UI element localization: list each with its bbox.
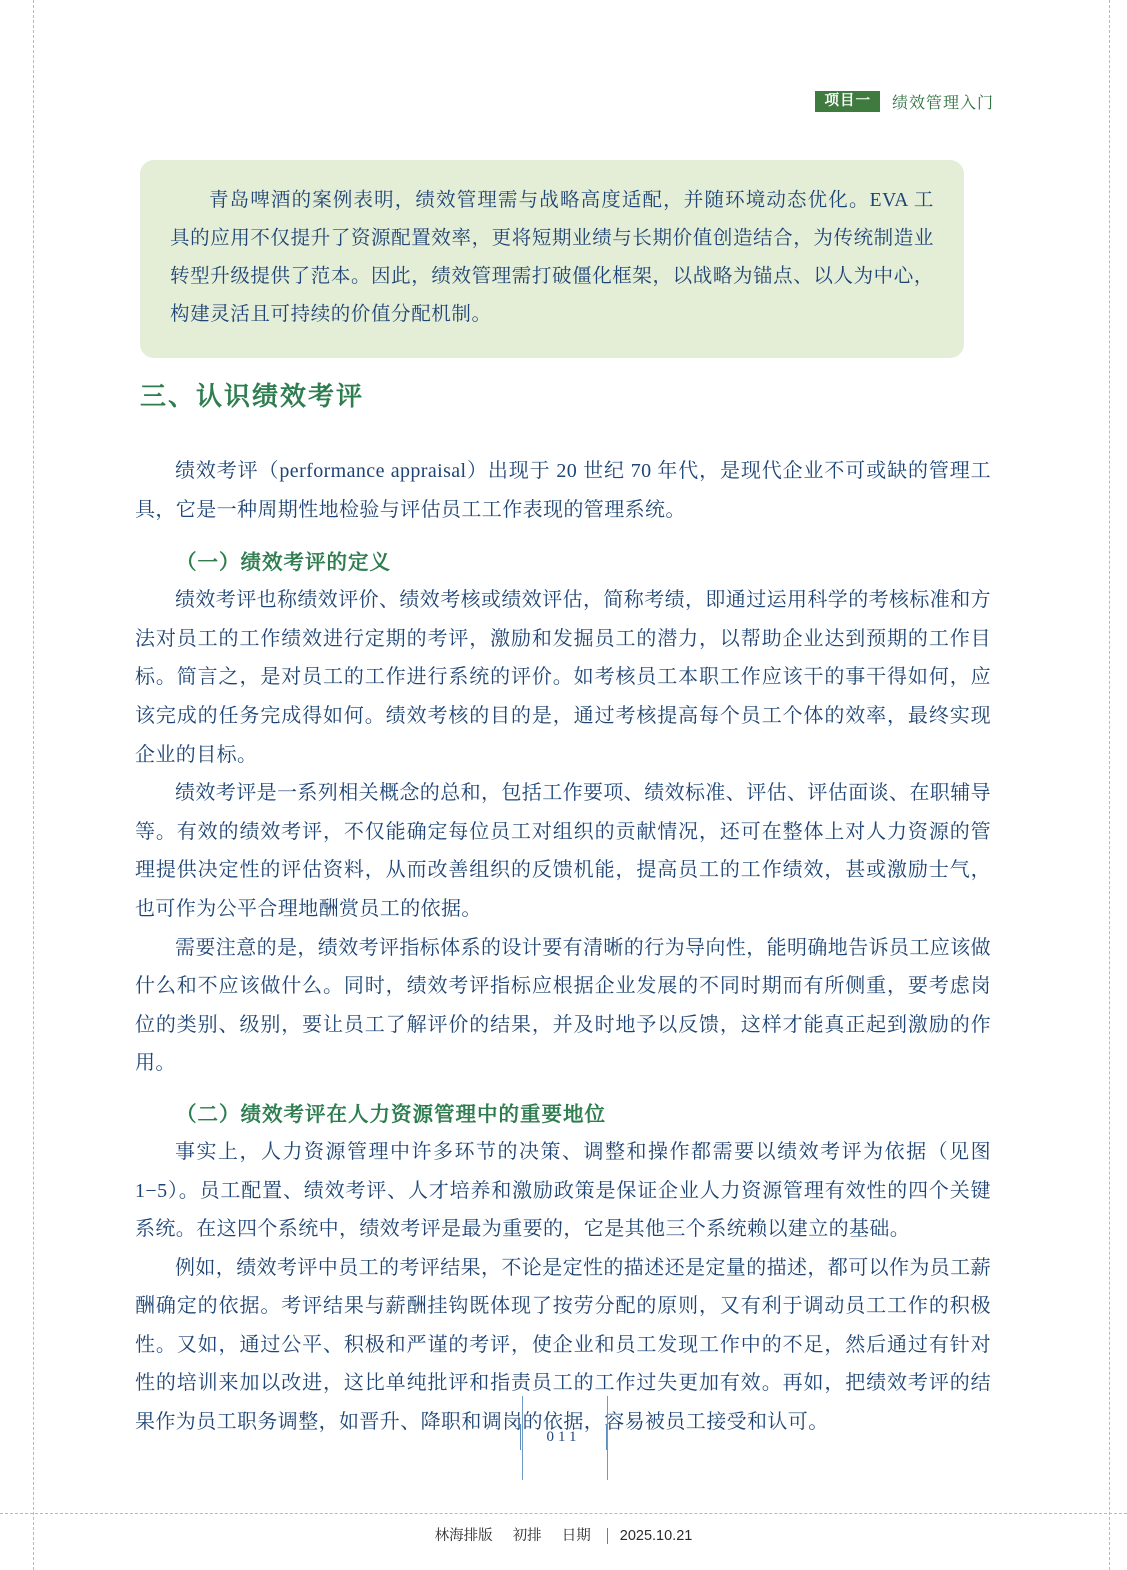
paragraph: 绩效考评也称绩效评价、绩效考核或绩效评估，简称考绩，即通过运用科学的考核标准和方法对员工的工作绩效进行定期的考评，激励和发掘员工的潜力，以帮助企业达到预期的工作目标。简言之，是对员工的工作进行系统的评价。如考核员工本职工作应该干的事干得如何，应该完成的任务完成得如何。绩效考核的目的是，通过考核提高每个员工个体的效率，最终实现企业的目标。 — [135, 589, 991, 766]
page-number: 011 — [520, 1424, 608, 1450]
section-heading: 三、认识绩效考评 — [140, 381, 365, 411]
body-column — [135, 452, 991, 1442]
trim-guide-left — [33, 0, 34, 1570]
paragraph: 事实上，人力资源管理中许多环节的决策、调整和操作都需要以绩效考评为依据（见图 1−5）。员工配置、绩效考评、人才培养和激励政策是保证企业人力资源管理有效性的四个关键系统。在这四个系统中，绩效考评是最为重要的，它是其他三个系统赖以建立的基础。 — [135, 1140, 991, 1241]
running-head-badge: 项目一 — [815, 91, 880, 113]
subsection-heading-2: （二）绩效考评在人力资源管理中的重要地位 — [176, 1102, 606, 1126]
date-label: 日期 — [561, 1528, 591, 1544]
trim-guide-right — [1109, 0, 1110, 1570]
folio-area — [0, 1424, 1127, 1450]
running-head-title: 绩效管理入门 — [891, 95, 994, 112]
typesetter-label: 林海排版 — [434, 1528, 493, 1544]
running-head — [815, 90, 994, 113]
trim-guide-bottom — [0, 1513, 1127, 1514]
press-footer — [0, 1524, 1127, 1545]
summary-callout-box — [140, 160, 964, 358]
paragraph: 例如，绩效考评中员工的考评结果，不论是定性的描述还是定量的描述，都可以作为员工薪酬确定的依据。考评结果与薪酬挂钩既体现了按劳分配的原则，又有利于调动员工工作的积极性。又如，通过公平、积极和严谨的考评，使企业和员工发现工作中的不足，然后通过有针对性的培训来加以改进，这比单纯批评和指责员工的工作过失更加有效。再如，把绩效考评的结果作为员工职务调整，如晋升、降职和调岗的依据，容易被员工接受和认可。 — [135, 1256, 991, 1434]
subsection-heading-1: （一）绩效考评的定义 — [176, 551, 391, 575]
paragraph: 绩效考评是一系列相关概念的总和，包括工作要项、绩效标准、评估、评估面谈、在职辅导等。有效的绩效考评，不仅能确定每位员工对组织的贡献情况，还可在整体上对人力资源的管理提供决定性的评估资料，从而改善组织的反馈机能，提高员工的工作绩效，甚或激励士气，也可作为公平合理地酬赏员工的依据。 — [135, 782, 991, 920]
summary-callout-text: 青岛啤酒的案例表明，绩效管理需与战略高度适配，并随环境动态优化。EVA 工具的应用不仅提升了资源配置效率，更将短期业绩与长期价值创造结合，为传统制造业转型升级提供了范本。因此，绩效管理需打破僵化框架，以战略为锚点、以人为中心，构建灵活且可持续的价值分配机制。 — [170, 190, 934, 326]
section-intro-paragraph: 绩效考评（performance appraisal）出现于 20 世纪 70 年代，是现代企业不可或缺的管理工具，它是一种周期性地检验与评估员工工作表现的管理系统。 — [135, 460, 991, 521]
date-value: 2025.10.21 — [607, 1528, 693, 1544]
paragraph: 需要注意的是，绩效考评指标体系的设计要有清晰的行为导向性，能明确地告诉员工应该做什么和不应该做什么。同时，绩效考评指标应根据企业发展的不同时期而有所侧重，要考虑岗位的类别、级别，要让员工了解评价的结果，并及时地予以反馈，这样才能真正起到激励的作用。 — [135, 936, 991, 1075]
proof-label: 初排 — [512, 1528, 542, 1544]
